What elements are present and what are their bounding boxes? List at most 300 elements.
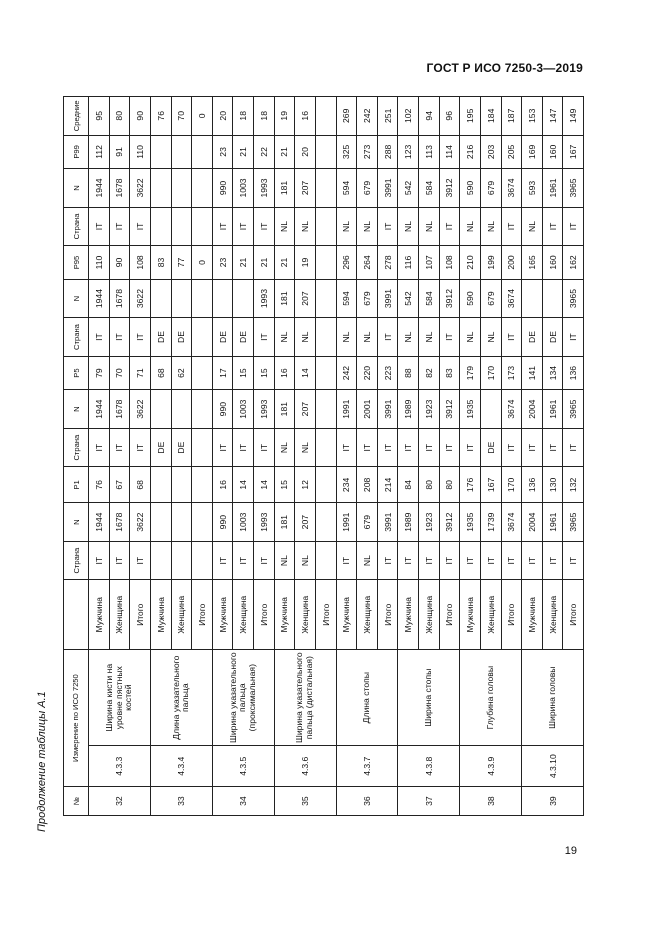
data-cell: 116 bbox=[398, 246, 419, 280]
data-cell: 184 bbox=[480, 97, 501, 136]
data-cell: 2004 bbox=[522, 390, 543, 428]
data-cell: 62 bbox=[171, 356, 192, 390]
data-cell bbox=[315, 390, 336, 428]
data-cell: 77 bbox=[171, 246, 192, 280]
measurement-name: Ширина указательного пальца (проксимальная) bbox=[212, 650, 274, 746]
data-cell: IT bbox=[336, 541, 357, 579]
data-cell: 242 bbox=[336, 356, 357, 390]
iso-clause: 4.3.6 bbox=[274, 746, 336, 787]
data-cell: IT bbox=[130, 428, 151, 466]
data-cell: IT bbox=[501, 207, 522, 245]
data-cell: 68 bbox=[150, 356, 171, 390]
data-cell: IT bbox=[377, 541, 398, 579]
table-row bbox=[150, 97, 171, 816]
data-cell: 114 bbox=[439, 135, 460, 169]
data-cell bbox=[315, 207, 336, 245]
sex-label: Мужчина bbox=[336, 580, 357, 650]
data-cell bbox=[315, 318, 336, 356]
data-cell: 1989 bbox=[398, 503, 419, 541]
data-cell: NL bbox=[274, 318, 295, 356]
data-cell: 223 bbox=[377, 356, 398, 390]
data-cell: 3991 bbox=[377, 503, 398, 541]
data-cell: 84 bbox=[398, 467, 419, 503]
data-cell: 21 bbox=[274, 246, 295, 280]
row-number: 36 bbox=[336, 787, 398, 816]
measurement-name: Длина стопы bbox=[336, 650, 398, 746]
data-cell: 3991 bbox=[377, 390, 398, 428]
col-header: Страна bbox=[64, 318, 89, 356]
data-cell: 153 bbox=[522, 97, 543, 136]
sex-label: Мужчина bbox=[274, 580, 295, 650]
row-number: 32 bbox=[89, 787, 151, 816]
data-cell bbox=[171, 503, 192, 541]
data-cell: 165 bbox=[522, 246, 543, 280]
data-cell: 1944 bbox=[89, 390, 110, 428]
data-cell: 90 bbox=[130, 97, 151, 136]
data-cell: 3912 bbox=[439, 279, 460, 317]
data-cell bbox=[192, 135, 213, 169]
data-cell: NL bbox=[274, 541, 295, 579]
data-cell: 179 bbox=[460, 356, 481, 390]
data-cell: 1678 bbox=[109, 390, 130, 428]
data-cell: 594 bbox=[336, 279, 357, 317]
data-cell: 3991 bbox=[377, 279, 398, 317]
data-cell: 216 bbox=[460, 135, 481, 169]
data-cell: 990 bbox=[212, 503, 233, 541]
data-cell bbox=[192, 279, 213, 317]
data-cell: 1923 bbox=[419, 503, 440, 541]
data-cell bbox=[150, 169, 171, 207]
data-cell: NL bbox=[480, 318, 501, 356]
data-cell bbox=[150, 390, 171, 428]
data-cell: IT bbox=[212, 207, 233, 245]
data-cell: IT bbox=[501, 428, 522, 466]
data-cell: 200 bbox=[501, 246, 522, 280]
data-cell: 107 bbox=[419, 246, 440, 280]
data-cell bbox=[315, 169, 336, 207]
row-number: 35 bbox=[274, 787, 336, 816]
data-cell: 3674 bbox=[501, 503, 522, 541]
data-cell: 147 bbox=[542, 97, 563, 136]
data-cell: 181 bbox=[274, 390, 295, 428]
data-cell: IT bbox=[336, 428, 357, 466]
data-cell: IT bbox=[542, 428, 563, 466]
data-cell bbox=[150, 207, 171, 245]
sex-label: Итого bbox=[439, 580, 460, 650]
data-cell: 1003 bbox=[233, 169, 254, 207]
data-cell: 21 bbox=[254, 246, 275, 280]
data-cell: 2004 bbox=[522, 503, 543, 541]
data-cell: 134 bbox=[542, 356, 563, 390]
data-cell: IT bbox=[357, 428, 378, 466]
data-cell: 0 bbox=[192, 246, 213, 280]
data-cell: 79 bbox=[89, 356, 110, 390]
data-cell bbox=[171, 541, 192, 579]
data-cell: 108 bbox=[130, 246, 151, 280]
standard-header: ГОСТ Р ИСО 7250-3—2019 bbox=[426, 61, 583, 75]
data-cell: 18 bbox=[233, 97, 254, 136]
data-cell: 278 bbox=[377, 246, 398, 280]
data-cell: 80 bbox=[439, 467, 460, 503]
data-cell: IT bbox=[460, 428, 481, 466]
data-cell: 21 bbox=[274, 135, 295, 169]
data-cell: IT bbox=[233, 428, 254, 466]
data-cell: DE bbox=[150, 318, 171, 356]
data-cell: 990 bbox=[212, 169, 233, 207]
col-header: N bbox=[64, 169, 89, 207]
data-cell: IT bbox=[563, 541, 584, 579]
table-a1-continuation bbox=[63, 96, 584, 816]
data-cell: 19 bbox=[274, 97, 295, 136]
data-cell: 0 bbox=[192, 97, 213, 136]
col-header: P95 bbox=[64, 246, 89, 280]
data-cell: IT bbox=[89, 318, 110, 356]
data-cell bbox=[542, 279, 563, 317]
iso-clause: 4.3.3 bbox=[89, 746, 151, 787]
data-cell: 679 bbox=[357, 169, 378, 207]
data-cell: 207 bbox=[295, 169, 316, 207]
data-cell: 1944 bbox=[89, 503, 110, 541]
data-cell: 20 bbox=[295, 135, 316, 169]
data-cell: IT bbox=[109, 318, 130, 356]
sex-label: Мужчина bbox=[460, 580, 481, 650]
data-cell: 325 bbox=[336, 135, 357, 169]
data-cell: NL bbox=[357, 318, 378, 356]
measurement-name: Ширина головы bbox=[522, 650, 584, 746]
data-cell: 91 bbox=[109, 135, 130, 169]
sex-label: Итого bbox=[315, 580, 336, 650]
data-cell: IT bbox=[254, 541, 275, 579]
data-cell: IT bbox=[233, 207, 254, 245]
table-row bbox=[89, 97, 110, 816]
data-cell: 181 bbox=[274, 169, 295, 207]
data-cell: 80 bbox=[109, 97, 130, 136]
data-cell: IT bbox=[439, 318, 460, 356]
data-cell: 1989 bbox=[398, 390, 419, 428]
data-cell: 584 bbox=[419, 169, 440, 207]
data-cell: 94 bbox=[419, 97, 440, 136]
data-cell bbox=[315, 135, 336, 169]
data-cell: 3912 bbox=[439, 169, 460, 207]
data-cell: 205 bbox=[501, 135, 522, 169]
data-cell: 22 bbox=[254, 135, 275, 169]
data-cell: 3965 bbox=[563, 503, 584, 541]
data-cell: IT bbox=[212, 541, 233, 579]
table-header-row bbox=[64, 97, 89, 816]
data-cell: 113 bbox=[419, 135, 440, 169]
iso-clause: 4.3.9 bbox=[460, 746, 522, 787]
data-cell: IT bbox=[501, 541, 522, 579]
data-cell: 3965 bbox=[563, 279, 584, 317]
data-cell: 594 bbox=[336, 169, 357, 207]
data-cell bbox=[315, 428, 336, 466]
data-cell bbox=[192, 541, 213, 579]
data-cell: IT bbox=[522, 428, 543, 466]
data-cell: 3965 bbox=[563, 169, 584, 207]
data-cell: 68 bbox=[130, 467, 151, 503]
data-cell: 160 bbox=[542, 135, 563, 169]
data-cell: IT bbox=[212, 428, 233, 466]
data-cell: 2001 bbox=[357, 390, 378, 428]
iso-clause: 4.3.5 bbox=[212, 746, 274, 787]
data-cell: 220 bbox=[357, 356, 378, 390]
data-cell: IT bbox=[89, 541, 110, 579]
data-cell: 679 bbox=[480, 169, 501, 207]
sex-label: Мужчина bbox=[89, 580, 110, 650]
data-cell: 1678 bbox=[109, 279, 130, 317]
data-cell: 1993 bbox=[254, 169, 275, 207]
measurement-name: Длина указательного пальца bbox=[150, 650, 212, 746]
data-cell: 3912 bbox=[439, 390, 460, 428]
data-cell: 14 bbox=[295, 356, 316, 390]
data-cell: 15 bbox=[254, 356, 275, 390]
data-cell: 584 bbox=[419, 279, 440, 317]
data-cell: NL bbox=[460, 207, 481, 245]
data-cell: 234 bbox=[336, 467, 357, 503]
data-cell bbox=[315, 503, 336, 541]
data-cell: IT bbox=[89, 428, 110, 466]
data-cell: 170 bbox=[501, 467, 522, 503]
data-cell: 590 bbox=[460, 169, 481, 207]
data-cell: 1678 bbox=[109, 503, 130, 541]
data-cell: 210 bbox=[460, 246, 481, 280]
data-cell: 12 bbox=[295, 467, 316, 503]
data-cell: 110 bbox=[130, 135, 151, 169]
data-cell: 3674 bbox=[501, 390, 522, 428]
data-cell: 542 bbox=[398, 279, 419, 317]
data-cell: IT bbox=[439, 541, 460, 579]
data-cell: IT bbox=[522, 541, 543, 579]
sex-label: Женщина bbox=[357, 580, 378, 650]
col-header bbox=[64, 580, 89, 650]
data-cell: 590 bbox=[460, 279, 481, 317]
data-cell: 3912 bbox=[439, 503, 460, 541]
sex-label: Женщина bbox=[419, 580, 440, 650]
data-cell: 160 bbox=[542, 246, 563, 280]
data-cell: 3622 bbox=[130, 503, 151, 541]
data-cell: 136 bbox=[563, 356, 584, 390]
data-cell: IT bbox=[233, 541, 254, 579]
data-cell: NL bbox=[274, 207, 295, 245]
col-header-measurement: Измерение по ИСО 7250 bbox=[64, 650, 89, 787]
data-cell: 76 bbox=[89, 467, 110, 503]
data-cell: IT bbox=[439, 207, 460, 245]
data-cell: 1935 bbox=[460, 390, 481, 428]
data-cell: NL bbox=[295, 207, 316, 245]
data-cell: IT bbox=[254, 428, 275, 466]
data-cell bbox=[315, 541, 336, 579]
data-cell: 173 bbox=[501, 356, 522, 390]
data-cell: 90 bbox=[109, 246, 130, 280]
data-cell: 181 bbox=[274, 279, 295, 317]
data-cell: 136 bbox=[522, 467, 543, 503]
data-cell: 149 bbox=[563, 97, 584, 136]
data-cell: 23 bbox=[212, 246, 233, 280]
data-cell bbox=[315, 97, 336, 136]
data-cell: 679 bbox=[357, 503, 378, 541]
col-header: P5 bbox=[64, 356, 89, 390]
table-row bbox=[398, 97, 419, 816]
row-number: 38 bbox=[460, 787, 522, 816]
col-header: Средние bbox=[64, 97, 89, 136]
data-cell bbox=[150, 541, 171, 579]
col-header-no: № bbox=[64, 787, 89, 816]
data-cell: 1993 bbox=[254, 390, 275, 428]
data-cell bbox=[171, 207, 192, 245]
data-cell: 95 bbox=[89, 97, 110, 136]
data-cell: DE bbox=[171, 318, 192, 356]
data-cell: 14 bbox=[233, 467, 254, 503]
data-cell: 1991 bbox=[336, 503, 357, 541]
table-caption: Продолжение таблицы А.1 bbox=[36, 691, 48, 832]
data-cell: NL bbox=[419, 318, 440, 356]
data-cell: NL bbox=[398, 207, 419, 245]
data-cell bbox=[315, 279, 336, 317]
table-row bbox=[460, 97, 481, 816]
data-cell: IT bbox=[130, 318, 151, 356]
sex-label: Женщина bbox=[171, 580, 192, 650]
data-cell: DE bbox=[171, 428, 192, 466]
data-cell: 3622 bbox=[130, 279, 151, 317]
data-cell: 3991 bbox=[377, 169, 398, 207]
data-cell: 3674 bbox=[501, 169, 522, 207]
table-row bbox=[274, 97, 295, 816]
iso-clause: 4.3.4 bbox=[150, 746, 212, 787]
data-cell bbox=[150, 279, 171, 317]
data-cell: IT bbox=[89, 207, 110, 245]
data-cell: IT bbox=[109, 428, 130, 466]
data-cell: 207 bbox=[295, 503, 316, 541]
data-cell bbox=[315, 356, 336, 390]
data-cell: 679 bbox=[480, 279, 501, 317]
data-cell: 14 bbox=[254, 467, 275, 503]
data-cell: IT bbox=[460, 541, 481, 579]
data-cell: 70 bbox=[109, 356, 130, 390]
data-cell: 990 bbox=[212, 390, 233, 428]
data-cell: IT bbox=[563, 207, 584, 245]
col-header: N bbox=[64, 390, 89, 428]
data-cell: 242 bbox=[357, 97, 378, 136]
data-cell: NL bbox=[480, 207, 501, 245]
data-cell: 264 bbox=[357, 246, 378, 280]
data-cell: IT bbox=[563, 428, 584, 466]
row-number: 34 bbox=[212, 787, 274, 816]
data-cell: IT bbox=[480, 541, 501, 579]
data-cell: 67 bbox=[109, 467, 130, 503]
col-header: Страна bbox=[64, 541, 89, 579]
data-cell: 208 bbox=[357, 467, 378, 503]
data-cell: 296 bbox=[336, 246, 357, 280]
data-cell: 20 bbox=[212, 97, 233, 136]
data-cell: 16 bbox=[295, 97, 316, 136]
sex-label: Итого bbox=[563, 580, 584, 650]
sex-label: Итого bbox=[254, 580, 275, 650]
data-cell: 82 bbox=[419, 356, 440, 390]
data-cell: 203 bbox=[480, 135, 501, 169]
table-row bbox=[522, 97, 543, 816]
sex-label: Женщина bbox=[233, 580, 254, 650]
data-cell bbox=[192, 356, 213, 390]
data-cell bbox=[171, 169, 192, 207]
data-cell: NL bbox=[522, 207, 543, 245]
data-cell: 108 bbox=[439, 246, 460, 280]
data-cell bbox=[315, 467, 336, 503]
data-cell: 1961 bbox=[542, 169, 563, 207]
data-cell: DE bbox=[522, 318, 543, 356]
data-cell: 123 bbox=[398, 135, 419, 169]
data-cell: 96 bbox=[439, 97, 460, 136]
sex-label: Мужчина bbox=[522, 580, 543, 650]
data-cell: NL bbox=[419, 207, 440, 245]
data-cell: 1923 bbox=[419, 390, 440, 428]
data-cell: 1003 bbox=[233, 503, 254, 541]
data-cell: 3622 bbox=[130, 390, 151, 428]
data-cell: 207 bbox=[295, 390, 316, 428]
data-cell: 195 bbox=[460, 97, 481, 136]
data-cell: 130 bbox=[542, 467, 563, 503]
data-cell: 1739 bbox=[480, 503, 501, 541]
sex-label: Итого bbox=[130, 580, 151, 650]
data-cell: DE bbox=[233, 318, 254, 356]
data-cell: NL bbox=[295, 541, 316, 579]
data-cell: 16 bbox=[274, 356, 295, 390]
data-cell: NL bbox=[295, 318, 316, 356]
col-header: N bbox=[64, 279, 89, 317]
data-cell: 167 bbox=[563, 135, 584, 169]
iso-clause: 4.3.10 bbox=[522, 746, 584, 787]
data-cell: 1678 bbox=[109, 169, 130, 207]
data-cell: 110 bbox=[89, 246, 110, 280]
measurement-name: Глубина головы bbox=[460, 650, 522, 746]
data-cell: IT bbox=[109, 541, 130, 579]
data-cell: 3965 bbox=[563, 390, 584, 428]
data-cell: 1993 bbox=[254, 279, 275, 317]
data-cell: 19 bbox=[295, 246, 316, 280]
data-cell: NL bbox=[336, 318, 357, 356]
data-cell: IT bbox=[254, 207, 275, 245]
measurement-name: Ширина указательного пальца (дистальная) bbox=[274, 650, 336, 746]
sex-label: Мужчина bbox=[212, 580, 233, 650]
data-cell: 3674 bbox=[501, 279, 522, 317]
sex-label: Итого bbox=[377, 580, 398, 650]
data-cell: 15 bbox=[233, 356, 254, 390]
col-header: P1 bbox=[64, 467, 89, 503]
iso-clause: 4.3.8 bbox=[398, 746, 460, 787]
data-cell: 16 bbox=[212, 467, 233, 503]
data-cell: IT bbox=[398, 541, 419, 579]
col-header: P99 bbox=[64, 135, 89, 169]
data-cell: NL bbox=[336, 207, 357, 245]
data-cell: 132 bbox=[563, 467, 584, 503]
data-cell: 542 bbox=[398, 169, 419, 207]
data-cell: 288 bbox=[377, 135, 398, 169]
data-cell: 1944 bbox=[89, 279, 110, 317]
data-cell: 15 bbox=[274, 467, 295, 503]
data-cell bbox=[150, 135, 171, 169]
data-cell: 70 bbox=[171, 97, 192, 136]
data-cell: IT bbox=[542, 207, 563, 245]
data-cell: IT bbox=[377, 207, 398, 245]
data-cell: DE bbox=[212, 318, 233, 356]
data-cell: DE bbox=[480, 428, 501, 466]
data-cell: IT bbox=[542, 541, 563, 579]
data-cell: 1961 bbox=[542, 503, 563, 541]
data-cell: NL bbox=[295, 428, 316, 466]
data-cell: 83 bbox=[439, 356, 460, 390]
data-cell bbox=[192, 207, 213, 245]
data-cell bbox=[192, 428, 213, 466]
sex-label: Женщина bbox=[295, 580, 316, 650]
